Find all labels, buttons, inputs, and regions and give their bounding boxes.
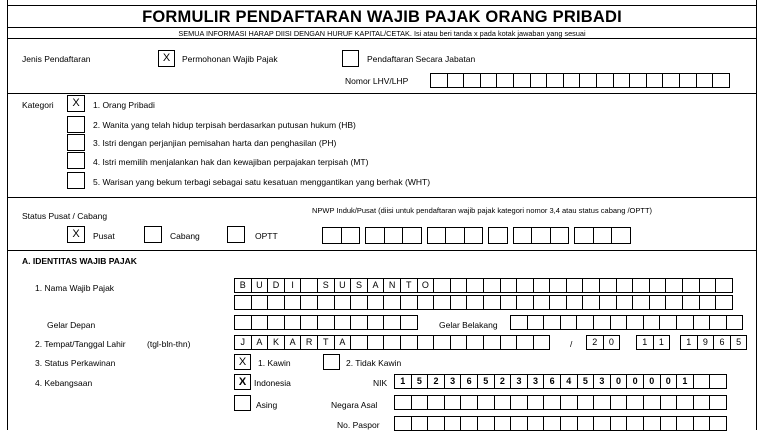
kategori-4-checkbox[interactable] [67, 152, 85, 169]
char-cell: I [284, 278, 302, 293]
status-rule [7, 250, 757, 251]
nama-field-row-2[interactable] [234, 295, 732, 310]
char-cell: 1 [394, 374, 412, 389]
char-cell: R [300, 335, 318, 350]
char-cell: 6 [543, 374, 561, 389]
nomor-lhv-label: Nomor LHV/LHP [345, 76, 409, 86]
indonesia-label: Indonesia [254, 378, 291, 388]
status-label: Status Pusat / Cabang [22, 211, 108, 221]
char-cell [500, 295, 518, 310]
char-cell [450, 295, 468, 310]
char-cell [599, 295, 617, 310]
char-cell: S [317, 278, 335, 293]
char-cell: 3 [444, 374, 462, 389]
char-cell: S [350, 278, 368, 293]
char-cell: N [383, 278, 401, 293]
char-cell [367, 335, 385, 350]
char-cell [400, 335, 418, 350]
char-cell [693, 374, 711, 389]
form-subtitle: SEMUA INFORMASI HARAP DIISI DENGAN HURUF KAPITAL/CETAK. Isi atau beri tanda x pada kotak jawaban yang sesuai [178, 29, 586, 38]
pusat-label: Pusat [93, 231, 115, 241]
char-cell: A [284, 335, 302, 350]
char-cell [500, 335, 518, 350]
char-cell [466, 278, 484, 293]
char-cell: U [334, 278, 352, 293]
char-cell [500, 278, 518, 293]
optt-label: OPTT [255, 231, 278, 241]
char-cell [466, 295, 484, 310]
char-cell: 6 [460, 374, 478, 389]
char-cell: 3 [510, 374, 528, 389]
char-cell [317, 295, 335, 310]
char-cell: U [251, 278, 269, 293]
char-cell [466, 335, 484, 350]
char-cell [251, 295, 269, 310]
char-cell [533, 335, 551, 350]
char-cell [533, 278, 551, 293]
permohonan-checkbox[interactable]: X [158, 50, 175, 67]
kategori-2-label: 2. Wanita yang telah hidup terpisah berdasarkan putusan hukum (HB) [93, 120, 356, 130]
char-cell [715, 278, 733, 293]
top-rule [7, 5, 757, 6]
char-cell [450, 335, 468, 350]
char-cell [699, 278, 717, 293]
tidak-kawin-checkbox[interactable] [323, 354, 340, 370]
form-border-right [756, 0, 757, 430]
char-cell [350, 335, 368, 350]
char-cell: 0 [610, 374, 628, 389]
kawin-checkbox[interactable]: X [234, 354, 251, 370]
char-cell [566, 295, 584, 310]
kategori-1-checkbox[interactable]: X [67, 95, 85, 112]
char-cell [483, 278, 501, 293]
char-cell [533, 295, 551, 310]
char-cell [682, 295, 700, 310]
char-cell [616, 278, 634, 293]
char-cell: 0 [626, 374, 644, 389]
title-rule [7, 27, 757, 28]
kategori-label: Kategori [22, 100, 54, 110]
nik-field[interactable] [394, 374, 726, 389]
kategori-5-checkbox[interactable] [67, 172, 85, 189]
gelar-depan-field[interactable] [234, 315, 417, 330]
jenis-rule [7, 93, 757, 94]
char-cell [400, 295, 418, 310]
char-cell [483, 295, 501, 310]
npwp-induk-field[interactable] [322, 227, 630, 244]
char-cell [450, 278, 468, 293]
char-cell: 1 [676, 374, 694, 389]
nama-label: 1. Nama Wajib Pajak [35, 283, 115, 293]
char-cell [665, 278, 683, 293]
permohonan-label: Permohonan Wajib Pajak [182, 54, 278, 64]
tahun-field[interactable] [680, 335, 746, 350]
char-cell [433, 278, 451, 293]
char-cell: A [367, 278, 385, 293]
char-cell: 6 [713, 335, 731, 350]
char-cell: 5 [577, 374, 595, 389]
gelar-belakang-field[interactable] [510, 315, 742, 330]
char-cell: O [417, 278, 435, 293]
char-cell: T [400, 278, 418, 293]
asing-checkbox[interactable] [234, 395, 251, 411]
char-cell [284, 295, 302, 310]
char-cell [616, 295, 634, 310]
nama-field-row-1[interactable] [234, 278, 732, 293]
char-cell [300, 278, 318, 293]
kategori-4-label: 4. Istri memilih menjalankan hak dan kewajiban perpajakan terpisah (MT) [93, 157, 369, 167]
char-cell [649, 278, 667, 293]
pusat-checkbox[interactable]: X [67, 226, 85, 243]
char-cell [433, 335, 451, 350]
char-cell: 2 [427, 374, 445, 389]
char-cell: A [334, 335, 352, 350]
char-cell: T [317, 335, 335, 350]
jabatan-checkbox[interactable] [342, 50, 359, 67]
no-paspor-label: No. Paspor [337, 420, 380, 430]
gelar-belakang-label: Gelar Belakang [439, 320, 498, 330]
char-cell [549, 295, 567, 310]
char-cell [566, 278, 584, 293]
kategori-3-label: 3. Istri dengan perjanjian pemisahan harta dan penghasilan (PH) [93, 138, 337, 148]
char-cell [433, 295, 451, 310]
char-cell [632, 278, 650, 293]
negara-asal-label: Negara Asal [331, 400, 378, 410]
bulan-field[interactable] [636, 335, 669, 350]
char-cell [350, 295, 368, 310]
kebangsaan-label: 4. Kebangsaan [35, 378, 93, 388]
char-cell [383, 295, 401, 310]
char-cell [383, 335, 401, 350]
char-cell: 9 [697, 335, 715, 350]
no-paspor-field[interactable] [394, 416, 726, 431]
optt-checkbox[interactable] [227, 226, 245, 243]
char-cell: 5 [477, 374, 495, 389]
char-cell [516, 278, 534, 293]
char-cell [599, 278, 617, 293]
char-cell [417, 295, 435, 310]
char-cell [417, 335, 435, 350]
char-cell: 3 [527, 374, 545, 389]
char-cell [267, 295, 285, 310]
asing-label: Asing [256, 400, 278, 410]
gelar-depan-label: Gelar Depan [47, 320, 96, 330]
form-border-left [7, 0, 8, 430]
nik-label: NIK [373, 378, 388, 388]
char-cell: 5 [411, 374, 429, 389]
char-cell [334, 295, 352, 310]
char-cell [699, 295, 717, 310]
char-cell: 0 [660, 374, 678, 389]
tanggal-field[interactable] [586, 335, 619, 350]
jenis-label: Jenis Pendaftaran [22, 54, 91, 64]
char-cell: A [251, 335, 269, 350]
char-cell [582, 295, 600, 310]
kawin-option-label: 1. Kawin [258, 358, 291, 368]
char-cell: 3 [593, 374, 611, 389]
char-cell [632, 295, 650, 310]
char-cell: 1 [680, 335, 698, 350]
char-cell: K [267, 335, 285, 350]
char-cell: D [267, 278, 285, 293]
ttl-hint: (tgl-bln-thn) [147, 339, 191, 349]
char-cell [367, 295, 385, 310]
kawin-label: 3. Status Perkawinan [35, 358, 116, 368]
char-cell: 2 [586, 335, 604, 350]
subtitle-rule [7, 38, 757, 39]
char-cell [234, 295, 252, 310]
char-cell [682, 278, 700, 293]
kategori-1-label: 1. Orang Pribadi [93, 100, 155, 110]
kategori-5-label: 5. Warisan yang bekum terbagi sebagai satu kesatuan menggantikan yang berhak (WHT) [93, 177, 431, 187]
char-cell: 5 [730, 335, 748, 350]
tempat-lahir-field[interactable] [234, 335, 549, 350]
char-cell [665, 295, 683, 310]
char-cell [300, 295, 318, 310]
char-cell [649, 295, 667, 310]
char-cell [483, 335, 501, 350]
tidak-kawin-label: 2. Tidak Kawin [346, 358, 402, 368]
kategori-3-checkbox[interactable] [67, 134, 85, 151]
char-cell: B [234, 278, 252, 293]
char-cell: 1 [653, 335, 671, 350]
section-a-title: A. IDENTITAS WAJIB PAJAK [22, 256, 137, 266]
ttl-label: 2. Tempat/Tanggal Lahir [35, 339, 126, 349]
char-cell [549, 278, 567, 293]
form-title: FORMULIR PENDAFTARAN WAJIB PAJAK ORANG PRIBADI [142, 8, 622, 26]
char-cell [709, 374, 727, 389]
date-slash: / [570, 339, 573, 349]
kategori-rule [7, 197, 757, 198]
char-cell [715, 295, 733, 310]
indonesia-checkbox[interactable]: X [234, 374, 251, 390]
nomor-lhv-field[interactable] [430, 73, 729, 88]
jabatan-label: Pendaftaran Secara Jabatan [367, 54, 476, 64]
char-cell [582, 278, 600, 293]
char-cell [516, 335, 534, 350]
kategori-2-checkbox[interactable] [67, 116, 85, 133]
cabang-label: Cabang [170, 231, 200, 241]
cabang-checkbox[interactable] [144, 226, 162, 243]
char-cell: 2 [494, 374, 512, 389]
char-cell [516, 295, 534, 310]
char-cell: J [234, 335, 252, 350]
char-cell: 0 [643, 374, 661, 389]
char-cell: 0 [603, 335, 621, 350]
negara-asal-field[interactable] [394, 395, 726, 410]
char-cell: 4 [560, 374, 578, 389]
npwp-note: NPWP Induk/Pusat (diisi untuk pendaftaran wajib pajak kategori nomor 3,4 atau status cabang /OPTT) [312, 206, 653, 215]
char-cell: 1 [636, 335, 654, 350]
